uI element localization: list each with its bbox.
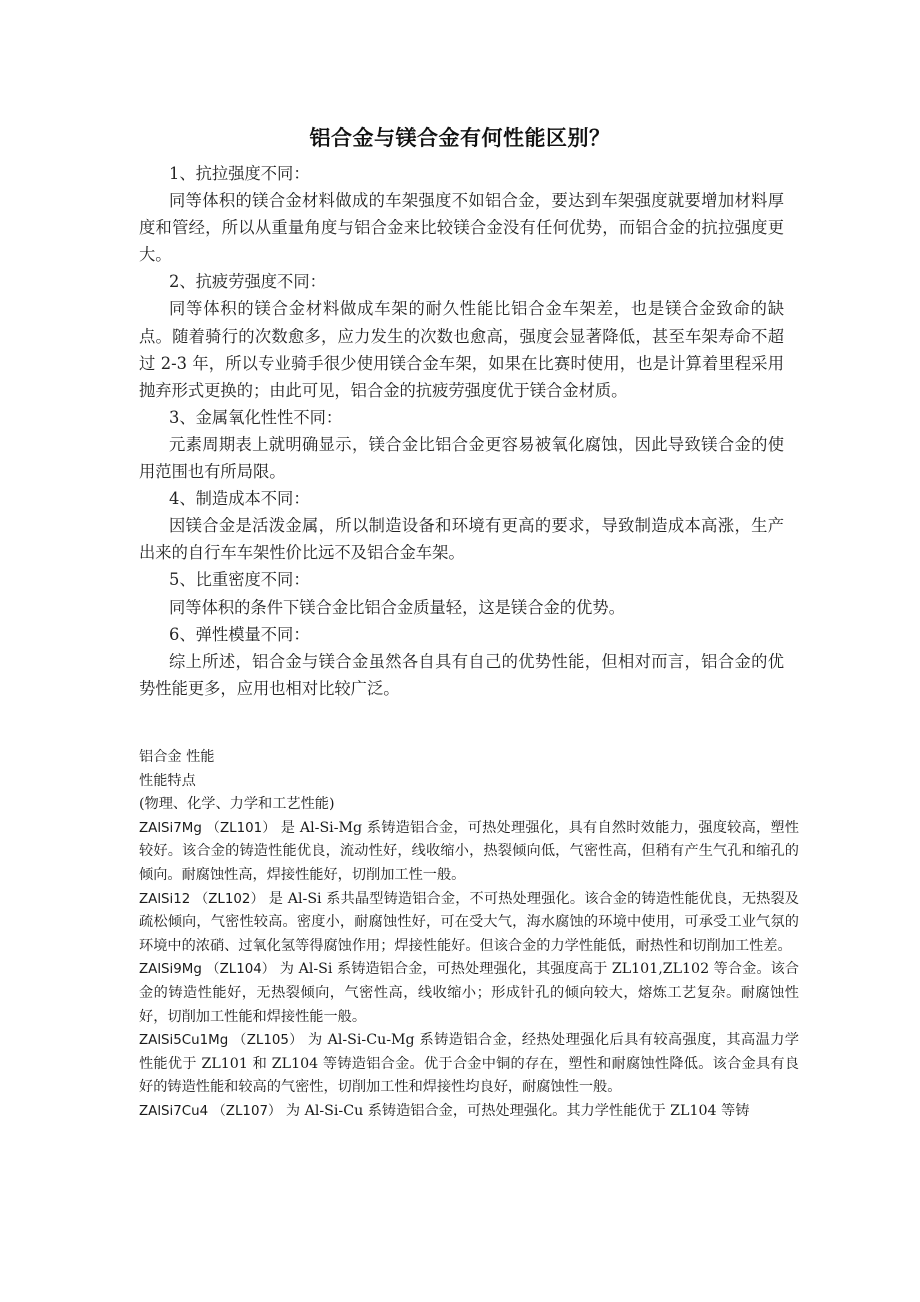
alloy-properties (139, 746, 799, 1124)
section-paragraph: 同等体积的镁合金材料做成车架的耐久性能比铝合金车架差，也是镁合金致命的缺点。随着骑行的次数愈多，应力发生的次数也愈高，强度会显著降低，甚至车架寿命不超过 2-3 年，所以专业骑手很少使用镁合金车架，如果在比赛时使用，也是计算着里程采用抛弃形式更换的；由此可见，铝合金的抗疲劳强度优于镁合金材质。 (139, 299, 784, 400)
section-heading: 6、弹性模量不同： (169, 624, 310, 644)
material-entry (139, 1100, 799, 1124)
material-entry (139, 958, 799, 1029)
material-grade: ZAlSi9Mg （ZL104） (139, 962, 276, 978)
material-entry (139, 1029, 799, 1100)
material-description: 是 Al-Si 系共晶型铸造铝合金，不可热处理强化。该合金的铸造性能优良，无热裂及疏松倾向，气密性较高。密度小，耐腐蚀性好，可在受大气，海水腐蚀的环境中使用，可承受工业气氛的环境中的浓硝、过氧化氢等得腐蚀作用；焊接性能好。但该合金的力学性能低，耐热性和切削加工性差。 (139, 890, 799, 954)
comparison-body (139, 160, 784, 702)
material-grade: ZAlSi12 （ZL102） (139, 891, 265, 907)
properties-scope: (物理、化学、力学和工艺性能) (139, 796, 335, 813)
section-heading: 3、金属氧化性性不同： (169, 407, 343, 427)
section-heading: 2、抗疲劳强度不同： (169, 272, 326, 292)
material-description: 为 Al-Si 系铸造铝合金，可热处理强化，其强度高于 ZL101,ZL102 等合金。该合金的铸造性能好，无热裂倾向，气密性高，线收缩小；形成针孔的倾向较大，熔炼工艺复杂。耐腐蚀性好，切削加工性能和焊接性能一般。 (139, 961, 799, 1025)
properties-label: 铝合金 性能 (139, 749, 215, 765)
properties-sublabel: 性能特点 (139, 772, 196, 789)
section-paragraph: 同等体积的条件下镁合金比铝合金质量轻，这是镁合金的优势。 (169, 597, 625, 617)
section-heading: 4、制造成本不同： (169, 489, 310, 509)
section-paragraph: 因镁合金是活泼金属，所以制造设备和环境有更高的要求，导致制造成本高涨，生产出来的自行车车架性价比远不及铝合金车架。 (139, 516, 784, 563)
material-description: 为 Al-Si-Cu 系铸造铝合金，可热处理强化。其力学性能优于 ZL104 等铸 (281, 1102, 750, 1119)
section-paragraph: 综上所述，铝合金与镁合金虽然各自具有自己的优势性能，但相对而言，铝合金的优势性能更多，应用也相对比较广泛。 (139, 651, 784, 698)
material-entry (139, 888, 799, 959)
section-heading: 5、比重密度不同： (169, 570, 310, 590)
material-grade: ZAlSi7Mg （ZL101） (139, 820, 276, 836)
material-description: 是 Al-Si-Mg 系铸造铝合金，可热处理强化，具有自然时效能力，强度较高，塑性较好。该合金的铸造性能优良，流动性好，线收缩小，热裂倾向低，气密性高，但稍有产生气孔和缩孔的倾向。耐腐蚀性高，焊接性能好，切削加工性一般。 (139, 819, 799, 883)
material-entry (139, 817, 799, 888)
section-heading: 1、抗拉强度不同： (169, 164, 310, 183)
section-paragraph: 同等体积的镁合金材料做成的车架强度不如铝合金，要达到车架强度就要增加材料厚度和管经，所以从重量角度与铝合金来比较镁合金没有任何优势，而铝合金的抗拉强度更大。 (139, 191, 784, 265)
document-title: 铝合金与镁合金有何性能区别？ (309, 126, 611, 150)
material-grade: ZAlSi5Cu1Mg （ZL105） (139, 1033, 304, 1049)
material-grade: ZAlSi7Cu4 （ZL107） (139, 1103, 282, 1119)
material-description: 为 Al-Si-Cu-Mg 系铸造铝合金，经热处理强化后具有较高强度，其高温力学性能优于 ZL101 和 ZL104 等铸造铝合金。优于合金中铜的存在，塑性和耐腐蚀性降低。该合金具有良好的铸造性能和较高的气密性，切削加工性和焊接性均良好，耐腐蚀性一般。 (139, 1032, 799, 1096)
section-paragraph: 元素周期表上就明确显示，镁合金比铝合金更容易被氧化腐蚀，因此导致镁合金的使用范围也有所局限。 (139, 434, 784, 482)
